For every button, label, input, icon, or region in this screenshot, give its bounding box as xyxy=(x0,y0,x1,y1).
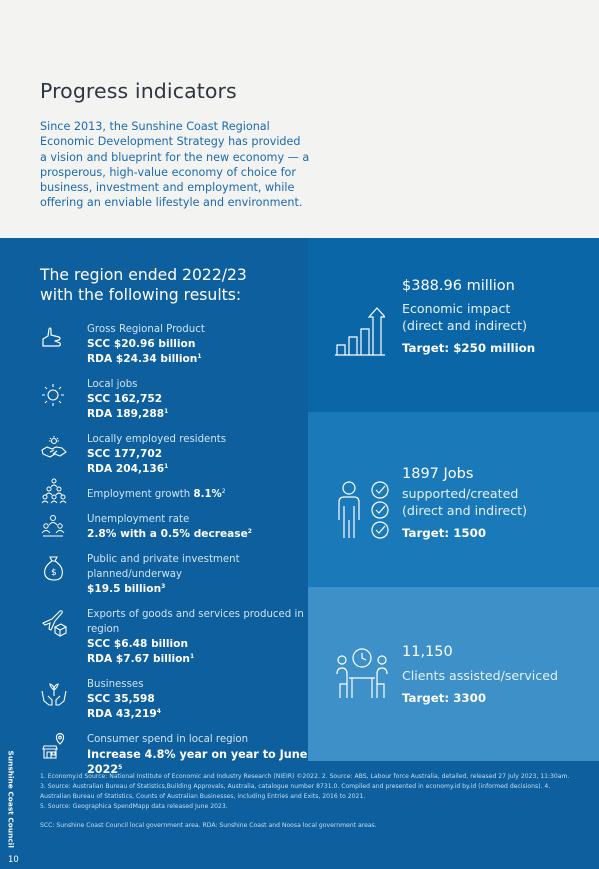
side-org-label: Sunshine Coast Council xyxy=(6,750,16,848)
money-bag-icon xyxy=(40,554,68,582)
hands-plant-icon xyxy=(40,679,68,707)
people-pyramid-icon xyxy=(40,477,68,505)
shop-pin-icon xyxy=(40,732,68,760)
handshake-icon xyxy=(40,434,68,462)
person-checklist-icon xyxy=(335,480,391,542)
intro-text: Since 2013, the Sunshine Coast Regional Economic Development Strategy has provided a vision and blueprint for the new economy — a prosperous, high-value economy of choice for business, investment and employment, while offering an enviable lifestyle and environment. xyxy=(40,120,310,210)
sun-icon xyxy=(40,381,68,409)
stat-economic-impact: $388.96 million Economic impact (direct and indirect) Target: $250 million xyxy=(402,278,536,355)
stat-jobs: 1897 Jobs supported/created (direct and indirect) Target: 1500 xyxy=(402,466,528,540)
hand-icon xyxy=(40,324,68,352)
stat-clients: 11,150 Clients assisted/serviced Target: 3300 xyxy=(402,644,558,705)
growth-chart-icon xyxy=(335,305,385,357)
header-section xyxy=(0,0,599,238)
svg-text:$: $ xyxy=(51,568,57,578)
page-title: Progress indicators xyxy=(40,79,237,103)
footnotes: 1. Economy.id Source: National Institute of Economic and Industry Research (NIEIR) ©2022. 2. Source: ABS, Labour force Australia, detailed, released 27 July 2023, 11:30am. 3. Source: Australian Bureau of Statistics,Building Approvals, Australia, catalogue number 8731.0. Compiled and presented in economy.id by.id (informed decisions). 4. Australian Bureau of Statistics, Counts of Australian Businesses, including Entries and Exits, 2016 to 2021. 5. Source: Geographica SpendMapp data released June 2023. SCC: Sunshine Coast Council local government area. RDA: Sunshine Coast and Noosa local government areas. xyxy=(40,773,570,829)
results-heading: The region ended 2022/23 with the following results: xyxy=(40,266,247,304)
people-group-icon xyxy=(40,512,68,540)
page-number: 10 xyxy=(8,854,19,864)
meeting-clock-icon xyxy=(334,648,390,702)
plane-box-icon xyxy=(40,609,68,637)
